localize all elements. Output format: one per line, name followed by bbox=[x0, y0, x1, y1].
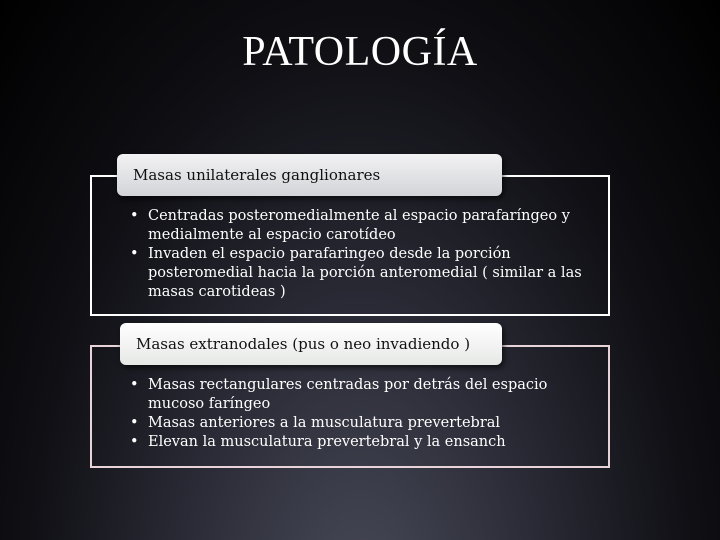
slide-title: PATOLOGÍA bbox=[242, 29, 478, 75]
bullet-item: • Invaden el espacio parafaringeo desde la porción posteromedial hacia la porción anteromedial ( similar a las masas carotideas ) bbox=[130, 245, 605, 302]
section-2-bullets bbox=[130, 376, 605, 452]
section-1-bullets bbox=[130, 207, 605, 302]
bullet-item: • Elevan la musculatura prevertebral y la ensanch bbox=[130, 433, 605, 452]
section-1-header-text: Masas unilaterales ganglionares bbox=[133, 166, 381, 184]
section-2-header bbox=[120, 323, 502, 365]
bullet-item: • Masas rectangulares centradas por detrás del espacio mucoso faríngeo bbox=[130, 376, 605, 414]
section-1-header bbox=[117, 154, 502, 196]
section-2-header-text: Masas extranodales (pus o neo invadiendo ) bbox=[136, 335, 471, 353]
bullet-item: • Centradas posteromedialmente al espacio parafaríngeo y medialmente al espacio carotídeo bbox=[130, 207, 605, 245]
bullet-item: • Masas anteriores a la musculatura prevertebral bbox=[130, 414, 605, 433]
